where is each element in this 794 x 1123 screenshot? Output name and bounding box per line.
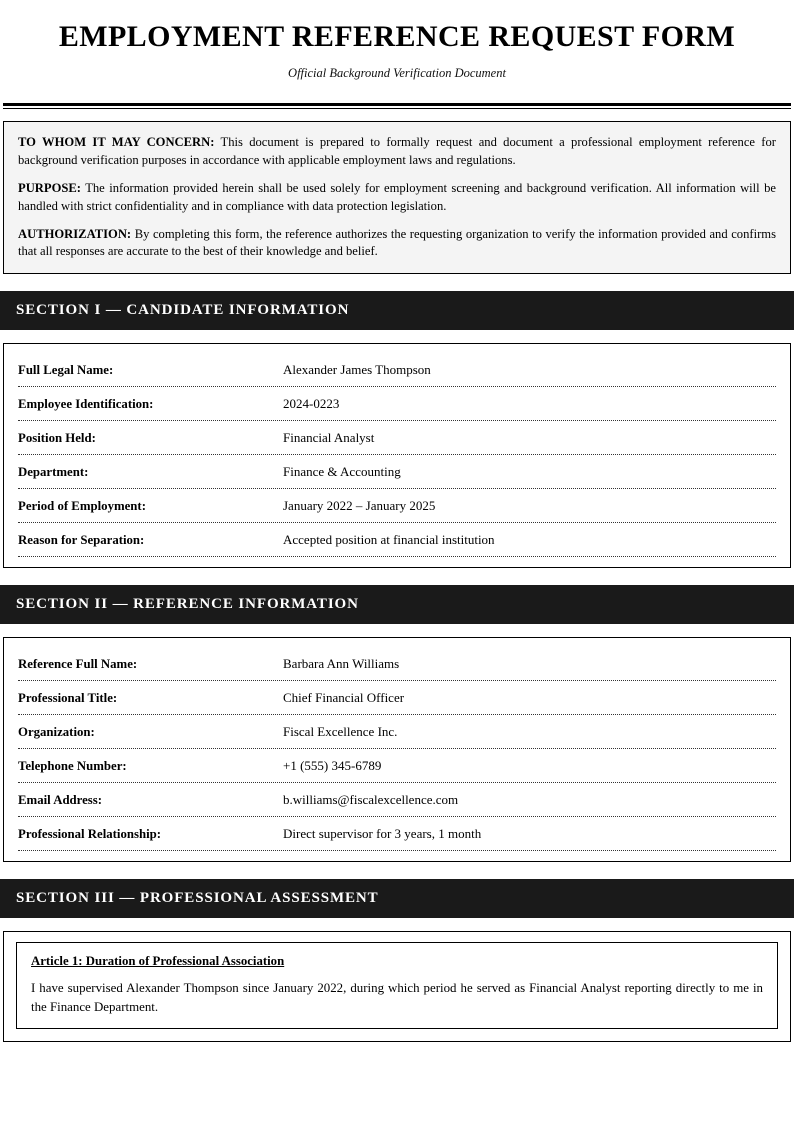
notice-box	[3, 121, 791, 274]
page-title: EMPLOYMENT REFERENCE REQUEST FORM	[58, 20, 736, 53]
field-label-professional-title: Professional Title:	[18, 691, 118, 706]
field-value-email-address[interactable]: b.williams@fiscalexcellence.com	[283, 792, 459, 808]
notice-text-concern: This document is prepared to formally request and document a professional employment reference for background verification purposes in accordance with applicable employment laws and regulations.	[18, 135, 776, 167]
table-row	[18, 715, 776, 749]
table-row	[18, 681, 776, 715]
field-value-professional-relationship[interactable]: Direct supervisor for 3 years, 1 month	[283, 826, 482, 842]
field-label-position-held: Position Held:	[18, 431, 96, 446]
field-value-employee-identification[interactable]: 2024-0223	[283, 396, 340, 412]
assessment-box	[3, 931, 791, 1042]
field-label-employee-identification: Employee Identification:	[18, 397, 154, 412]
table-row	[18, 523, 776, 557]
field-value-full-legal-name[interactable]: Alexander James Thompson	[283, 362, 431, 378]
table-row	[18, 353, 776, 387]
field-label-reason-for-separation: Reason for Separation:	[18, 533, 145, 548]
article-title: Article 1: Duration of Professional Association	[31, 954, 285, 969]
field-value-department[interactable]: Finance & Accounting	[283, 464, 401, 480]
field-label-period-of-employment: Period of Employment:	[18, 499, 146, 514]
notice-paragraph-authorization	[18, 226, 776, 262]
notice-paragraph-purpose	[18, 180, 776, 216]
notice-text-authorization: By completing this form, the reference authorizes the requesting organization to verify the information provided and confirms that all responses are accurate to the best of their knowledge and belief.	[18, 226, 776, 259]
divider-thin-rule	[3, 108, 791, 109]
field-value-telephone-number[interactable]: +1 (555) 345-6789	[283, 758, 382, 774]
table-row	[18, 421, 776, 455]
table-row	[18, 647, 776, 681]
notice-label-purpose: PURPOSE:	[18, 180, 81, 195]
notice-paragraph-concern	[18, 134, 776, 170]
table-row	[18, 749, 776, 783]
table-row	[18, 455, 776, 489]
field-value-reference-full-name[interactable]: Barbara Ann Williams	[283, 656, 400, 672]
field-value-reason-for-separation[interactable]: Accepted position at financial institution	[283, 532, 495, 548]
field-label-professional-relationship: Professional Relationship:	[18, 827, 162, 842]
field-box-candidate-information	[3, 343, 791, 568]
table-row	[18, 387, 776, 421]
section-header-candidate-information: SECTION I — CANDIDATE INFORMATION	[0, 291, 794, 330]
notice-label-authorization: AUTHORIZATION:	[18, 226, 132, 241]
field-value-period-of-employment[interactable]: January 2022 – January 2025	[283, 498, 436, 514]
field-label-telephone-number: Telephone Number:	[18, 759, 127, 774]
field-label-organization: Organization:	[18, 725, 95, 740]
section-header-reference-information: SECTION II — REFERENCE INFORMATION	[0, 585, 794, 624]
table-row	[18, 817, 776, 851]
field-label-full-legal-name: Full Legal Name:	[18, 363, 114, 378]
document-header	[0, 0, 794, 81]
notice-text-purpose: The information provided herein shall be used solely for employment screening and background verification. All information will be handled with strict confidentiality and in compliance with data protection legislation.	[18, 180, 776, 213]
field-label-department: Department:	[18, 465, 89, 480]
section-header-professional-assessment: SECTION III — PROFESSIONAL ASSESSMENT	[0, 879, 794, 918]
notice-label-concern: TO WHOM IT MAY CONCERN:	[18, 135, 215, 149]
header-divider	[3, 103, 791, 109]
field-label-reference-full-name: Reference Full Name:	[18, 657, 138, 672]
field-value-organization[interactable]: Fiscal Excellence Inc.	[283, 724, 398, 740]
article-text: I have supervised Alexander Thompson since January 2022, during which period he served as Financial Analyst reporting directly to me in the Finance Department.	[31, 981, 763, 1014]
table-row	[18, 783, 776, 817]
page-subtitle: Official Background Verification Document	[288, 66, 506, 80]
field-box-reference-information	[3, 637, 791, 862]
article-block	[16, 942, 778, 1029]
field-value-position-held[interactable]: Financial Analyst	[283, 430, 375, 446]
field-value-professional-title[interactable]: Chief Financial Officer	[283, 690, 405, 706]
table-row	[18, 489, 776, 523]
field-label-email-address: Email Address:	[18, 793, 103, 808]
